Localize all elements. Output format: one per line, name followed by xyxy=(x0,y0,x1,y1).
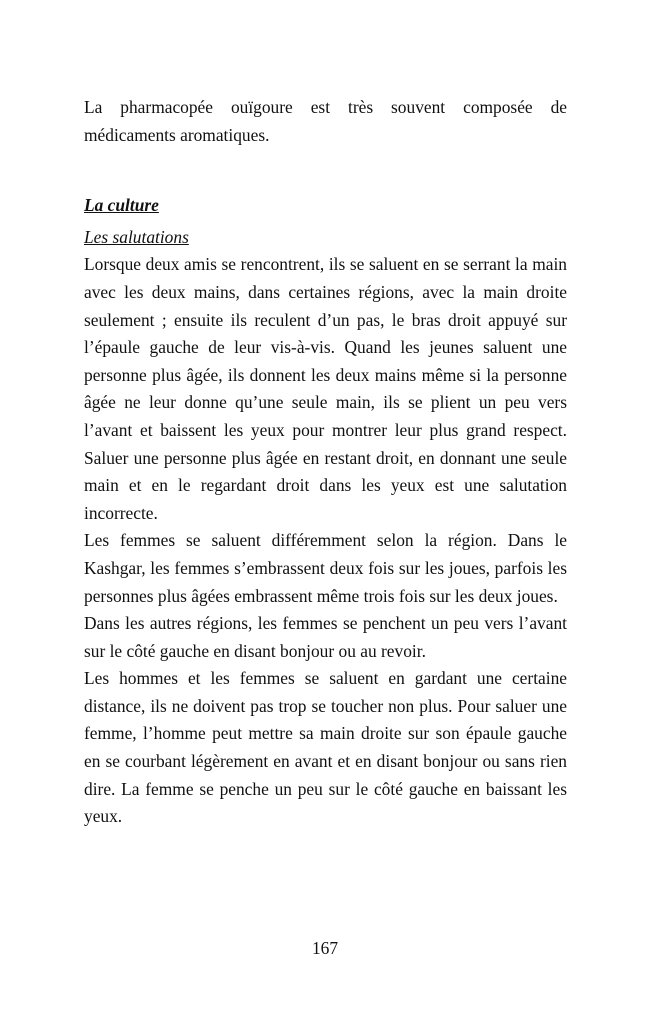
subsection-title: Les salutations xyxy=(84,226,189,247)
page-number: 167 xyxy=(311,938,339,958)
body-paragraph-1: Lorsque deux amis se rencontrent, ils se saluent en se serrant la main avec les deux mains, dans certaines régions, avec la main droite seulement ; ensuite ils reculent d’un pas, le bras droit appuyé sur l’épaule gauche de leur vis-à-vis. Quand les jeunes saluent une personne plus âgée, ils donnent les deux mains même si la personne âgée ne leur donne qu’une seule main, ils se plient un peu vers l’avant et baissent les yeux pour montrer leur plus grand respect. Saluer une personne plus âgée en restant droit, en donnant une seule main et en le regardant droit dans les yeux est une salutation incorrecte. xyxy=(84,254,567,523)
page-content xyxy=(84,94,567,831)
section-title: La culture xyxy=(84,195,159,216)
body-paragraph-4: Les hommes et les femmes se saluent en gardant une certaine distance, ils ne doivent pas trop se toucher non plus. Pour saluer une femme, l’homme peut mettre sa main droite sur son épaule gauche en se courbant légèrement en avant et en disant bonjour ou sans rien dire. La femme se penche un peu sur le côté gauche en baissant les yeux. xyxy=(84,668,567,827)
body-paragraph-3: Dans les autres régions, les femmes se penchent un peu vers l’avant sur le côté gauche en disant bonjour ou au revoir. xyxy=(84,613,567,661)
body-paragraph-2: Les femmes se saluent différemment selon la région. Dans le Kashgar, les femmes s’embrassent deux fois sur les joues, parfois les personnes plus âgées embrassent même trois fois sur les deux joues. xyxy=(84,530,567,606)
intro-paragraph: La pharmacopée ouïgoure est très souvent composée de médicaments aromatiques. xyxy=(84,97,567,145)
